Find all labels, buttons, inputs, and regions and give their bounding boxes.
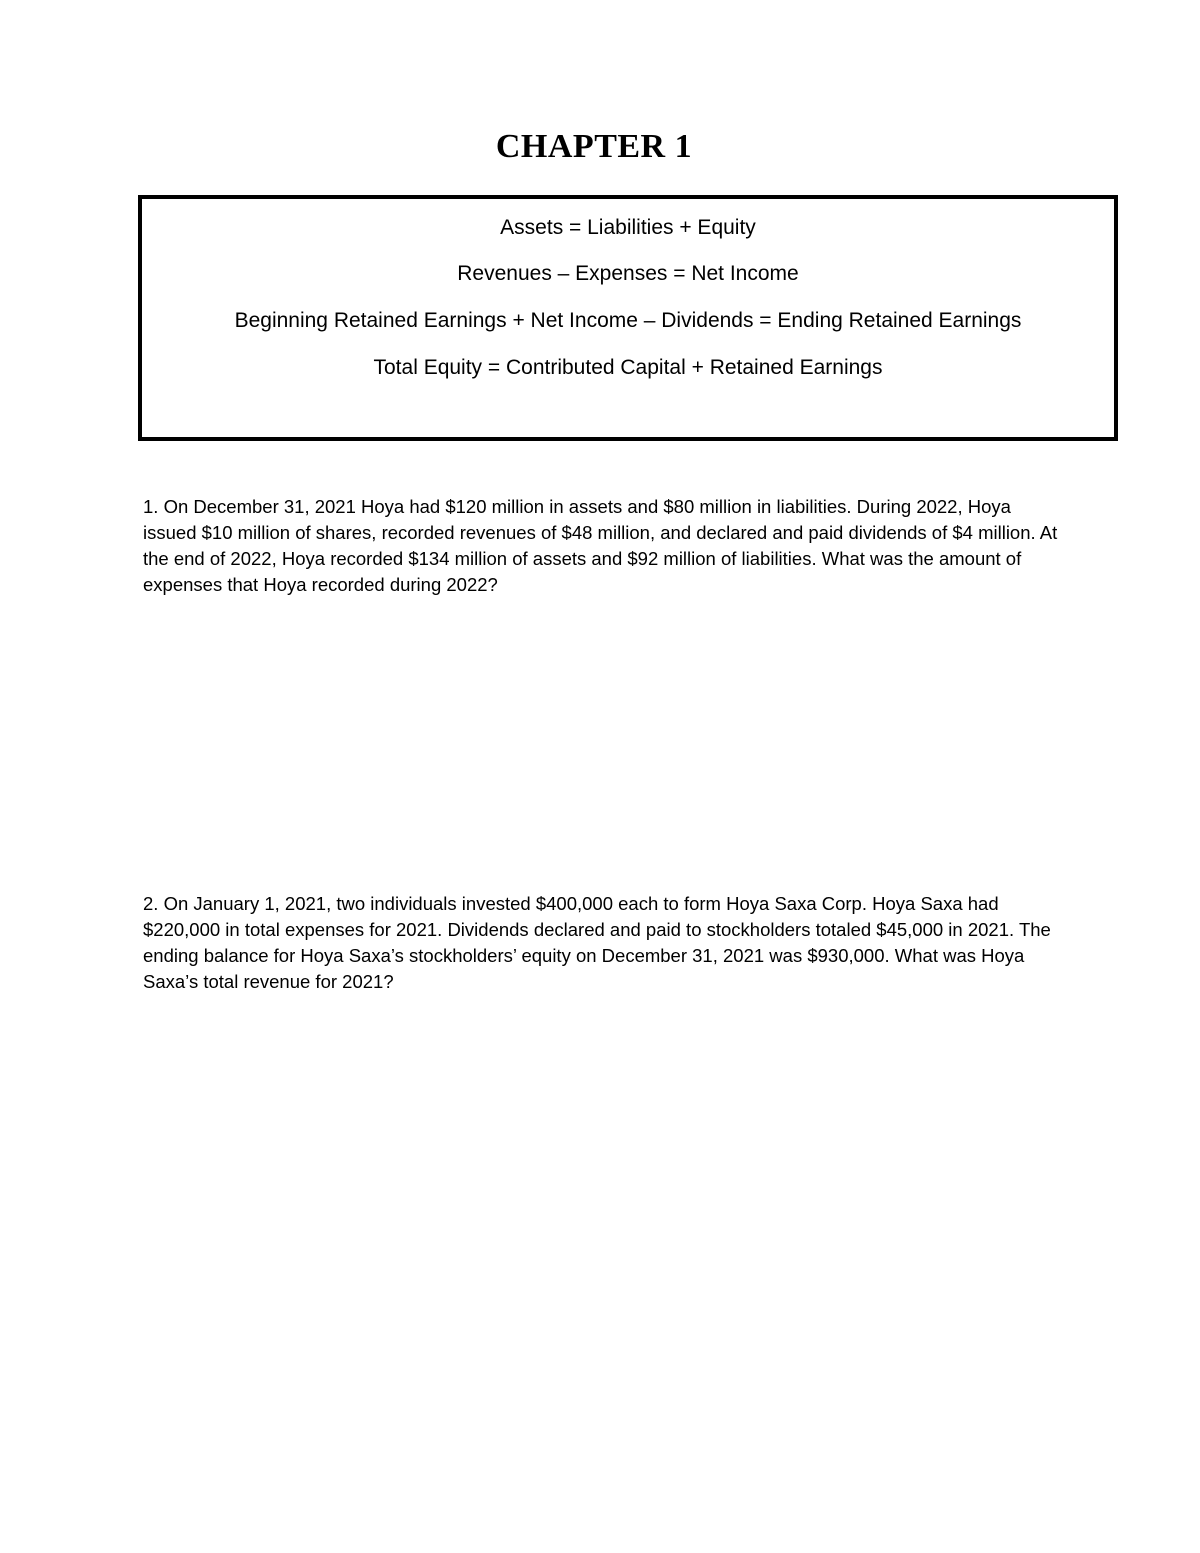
formula-total-equity: Total Equity = Contributed Capital + Retained Earnings	[373, 356, 883, 379]
formula-net-income: Revenues – Expenses = Net Income	[457, 262, 799, 285]
page-title: CHAPTER 1	[495, 128, 693, 165]
formula-retained-earnings: Beginning Retained Earnings + Net Income – Dividends = Ending Retained Earnings	[234, 309, 1022, 332]
formula-box	[138, 195, 1118, 441]
problem-1: 1. On December 31, 2021 Hoya had $120 million in assets and $80 million in liabilities. During 2022, Hoya issued $10 million of shares, recorded revenues of $48 million, and declared and paid dividends of $4 million. At the end of 2022, Hoya recorded $134 million of assets and $92 million of liabilities. What was the amount of expenses that Hoya recorded during 2022?	[143, 496, 1058, 595]
problem-2: 2. On January 1, 2021, two individuals invested $400,000 each to form Hoya Saxa Corp. Hoya Saxa had $220,000 in total expenses for 2021. Dividends declared and paid to stockholders totaled $45,000 in 2021. The ending balance for Hoya Saxa’s stockholders’ equity on December 31, 2021 was $930,000. What was Hoya Saxa’s total revenue for 2021?	[143, 893, 1051, 992]
formula-accounting-equation: Assets = Liabilities + Equity	[500, 216, 756, 239]
